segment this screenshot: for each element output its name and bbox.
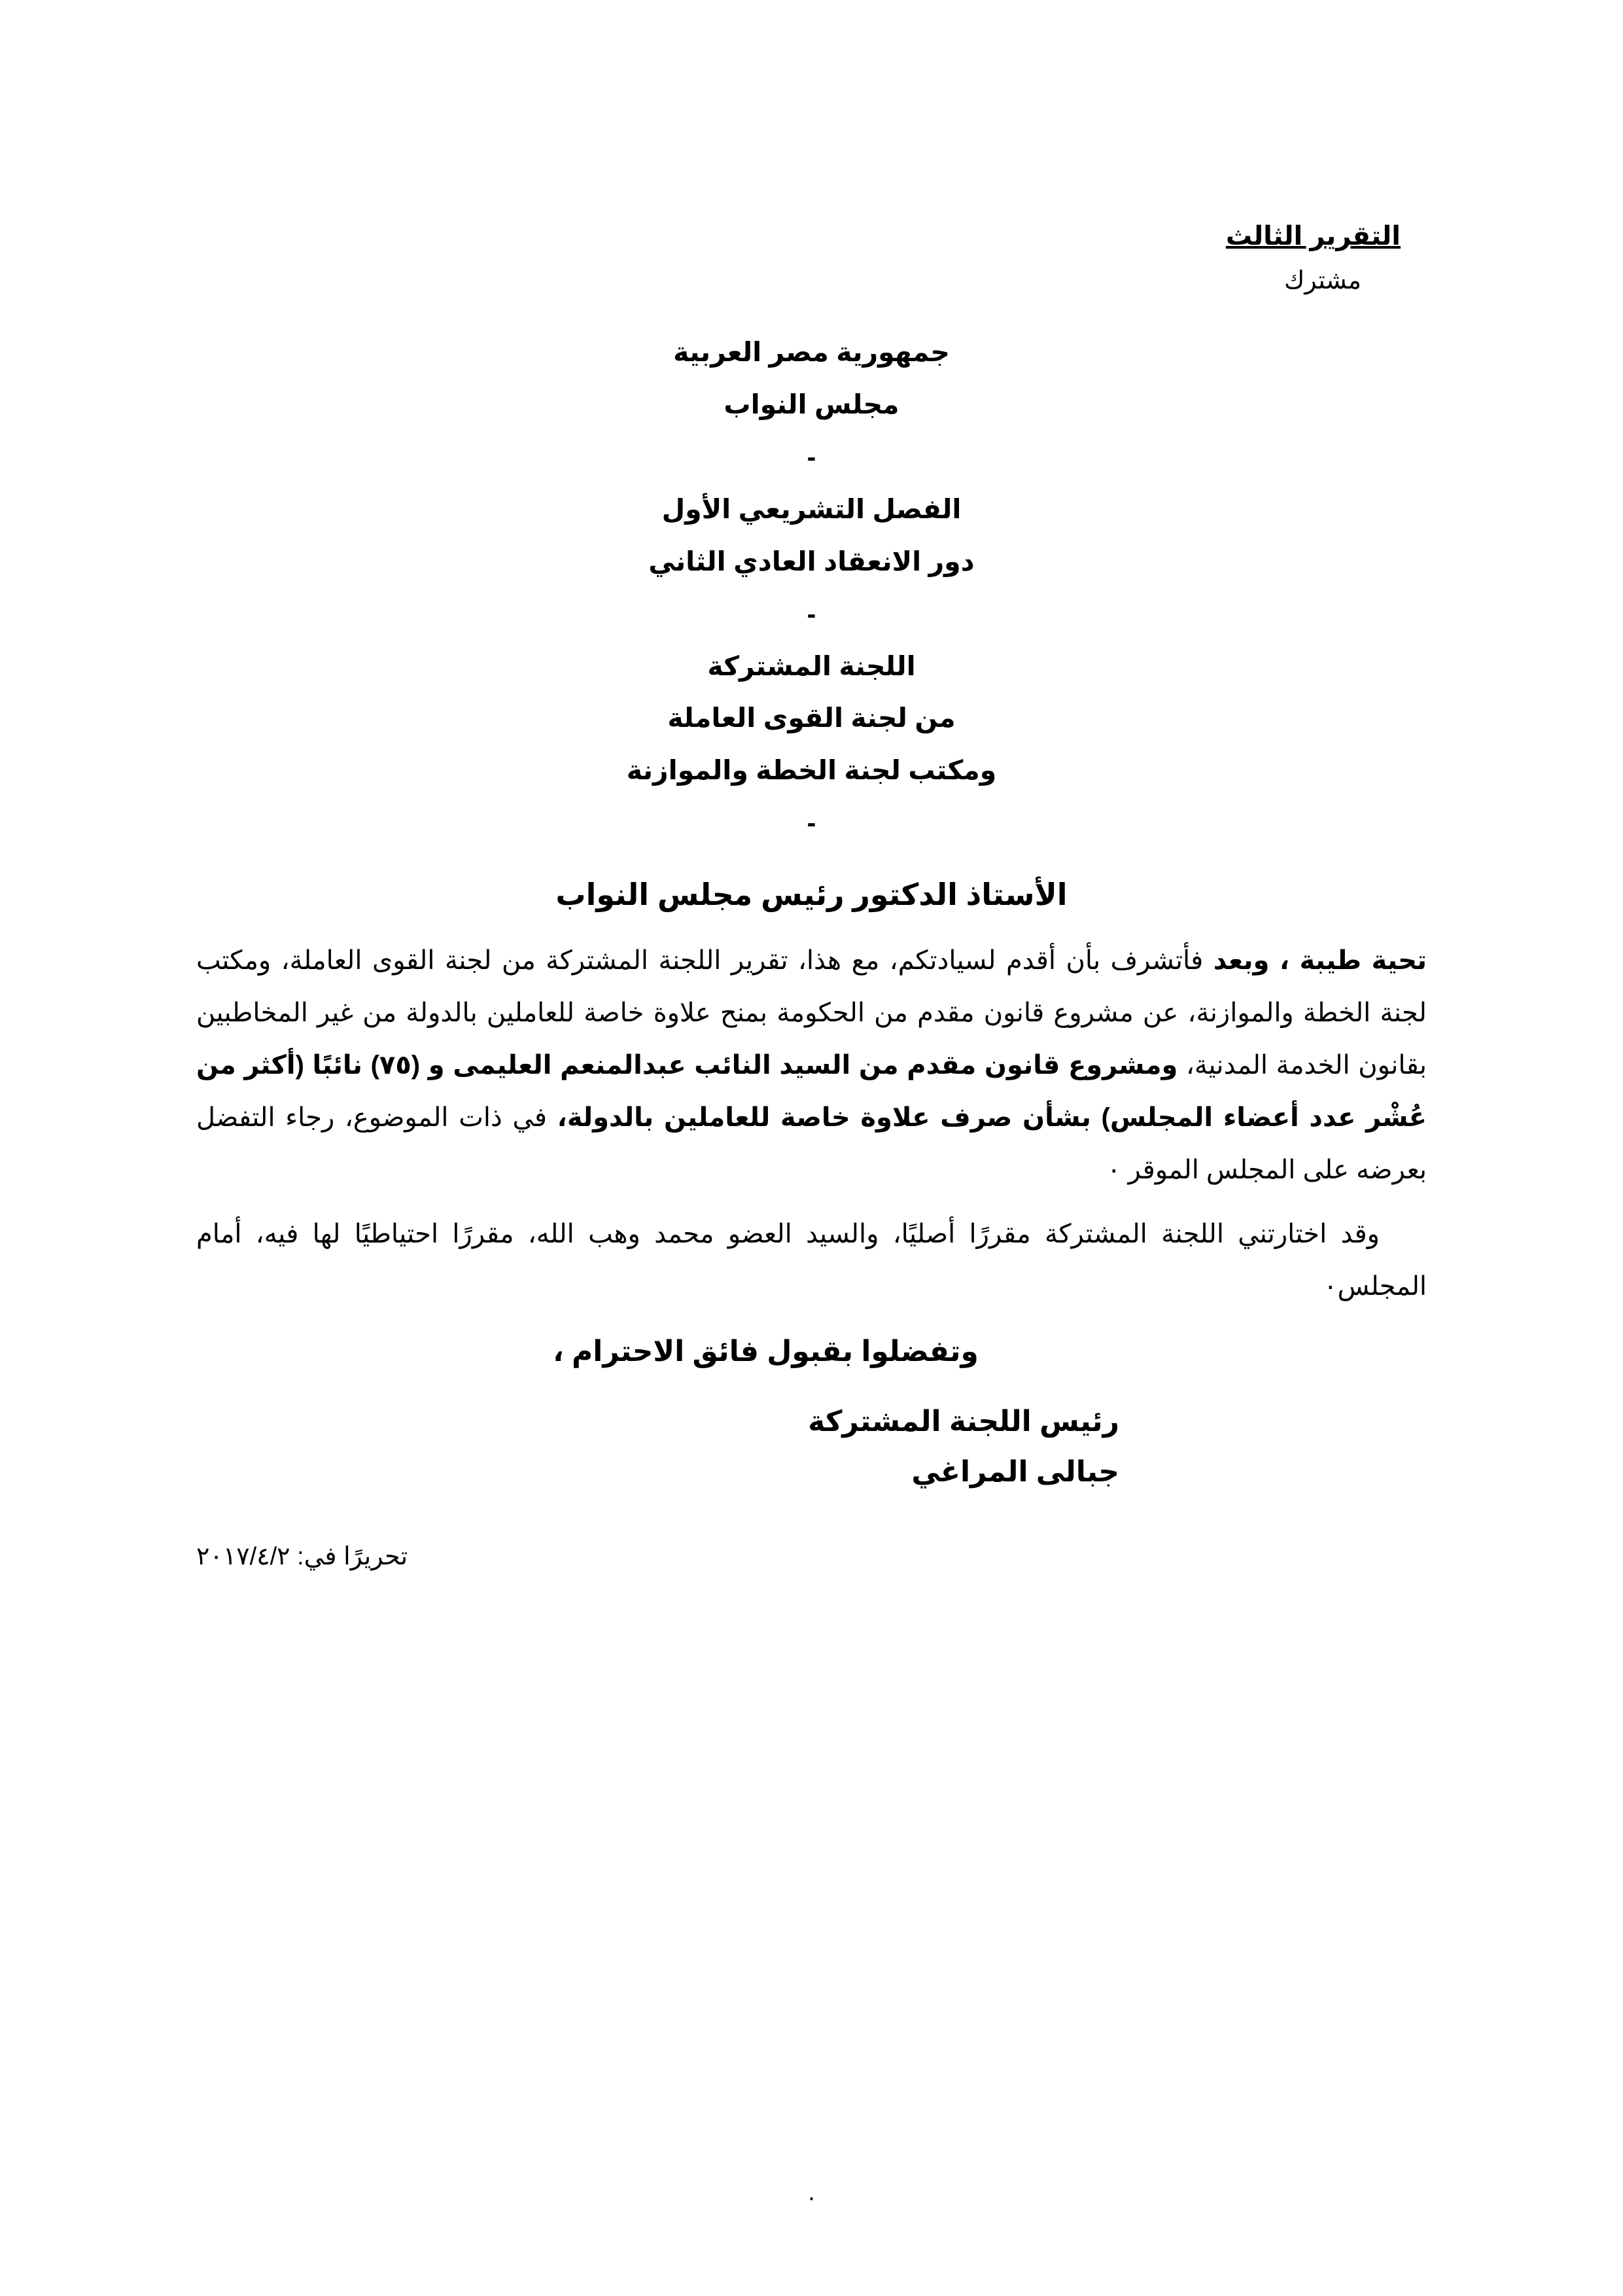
divider-dash-2: - — [807, 598, 816, 629]
date-line: تحريرًا في: ٢٠١٧/٤/٢ — [196, 1542, 408, 1570]
session-round: دور الانعقاد العادي الثاني — [648, 546, 975, 576]
title-block — [196, 327, 1427, 849]
divider-dash-3: - — [807, 807, 816, 838]
legislative-term: الفصل التشريعي الأول — [661, 493, 962, 524]
signatory-role: رئيس اللجنة المشتركة — [808, 1405, 1119, 1438]
parliament-name: مجلس النواب — [724, 389, 899, 419]
paragraph-text-part1: فأتشرف بأن أقدم لسيادتكم، مع هذا، تقرير اللجنة المشتركة من لجنة القوى العاملة، ومكتب لجنة الخطة والموازنة، عن مشروع قانون مقدم من الحكومة بمنح علاوة خاصة للعاملين بالدولة من غير المخاطبين بقانون الخدمة المدنية، — [196, 945, 1427, 1080]
closing-line: وتفضلوا بقبول فائق الاحترام ، — [553, 1335, 979, 1368]
document-body — [196, 216, 1427, 1576]
country-name: جمهورية مصر العربية — [673, 336, 950, 367]
divider-dash-1: - — [807, 441, 816, 472]
paragraph-rapporteur: وقد اختارتني اللجنة المشتركة مقررًا أصليًا، والسيد العضو محمد وهب الله، مقررًا احتياطيًا لها فيه، أمام المجلس٠ — [196, 1219, 1427, 1301]
committee-source-1: من لجنة القوى العاملة — [667, 703, 956, 733]
paragraph-opening — [196, 934, 1427, 1196]
paragraph-bold-lead: تحية طيبة ، وبعد — [1213, 945, 1427, 975]
paragraph-text-part2: في ذات الموضوع، رجاء التفضل بعرضه على المجلس الموقر ٠ — [196, 1103, 1427, 1184]
paragraph-bold-middle: ومشروع قانون مقدم من السيد النائب عبدالمنعم العليمى و (٧٥) نائبًا (أكثر من عُشْر عدد أعضاء المجلس) بشأن صرف علاوة خاصة للعاملين بالدولة، — [196, 1050, 1427, 1132]
report-subtitle-label: مشترك — [1283, 267, 1361, 294]
committee-name: اللجنة المشتركة — [707, 650, 916, 681]
page-number: ٠ — [805, 2186, 818, 2210]
signatory-name: جبالى المراغي — [911, 1455, 1119, 1488]
committee-source-2: ومكتب لجنة الخطة والموازنة — [626, 755, 997, 786]
report-title-label: التقرير الثالث — [1225, 222, 1401, 251]
salutation-line: الأستاذ الدكتور رئيس مجلس النواب — [555, 877, 1068, 912]
signature-block — [196, 1396, 1427, 1497]
